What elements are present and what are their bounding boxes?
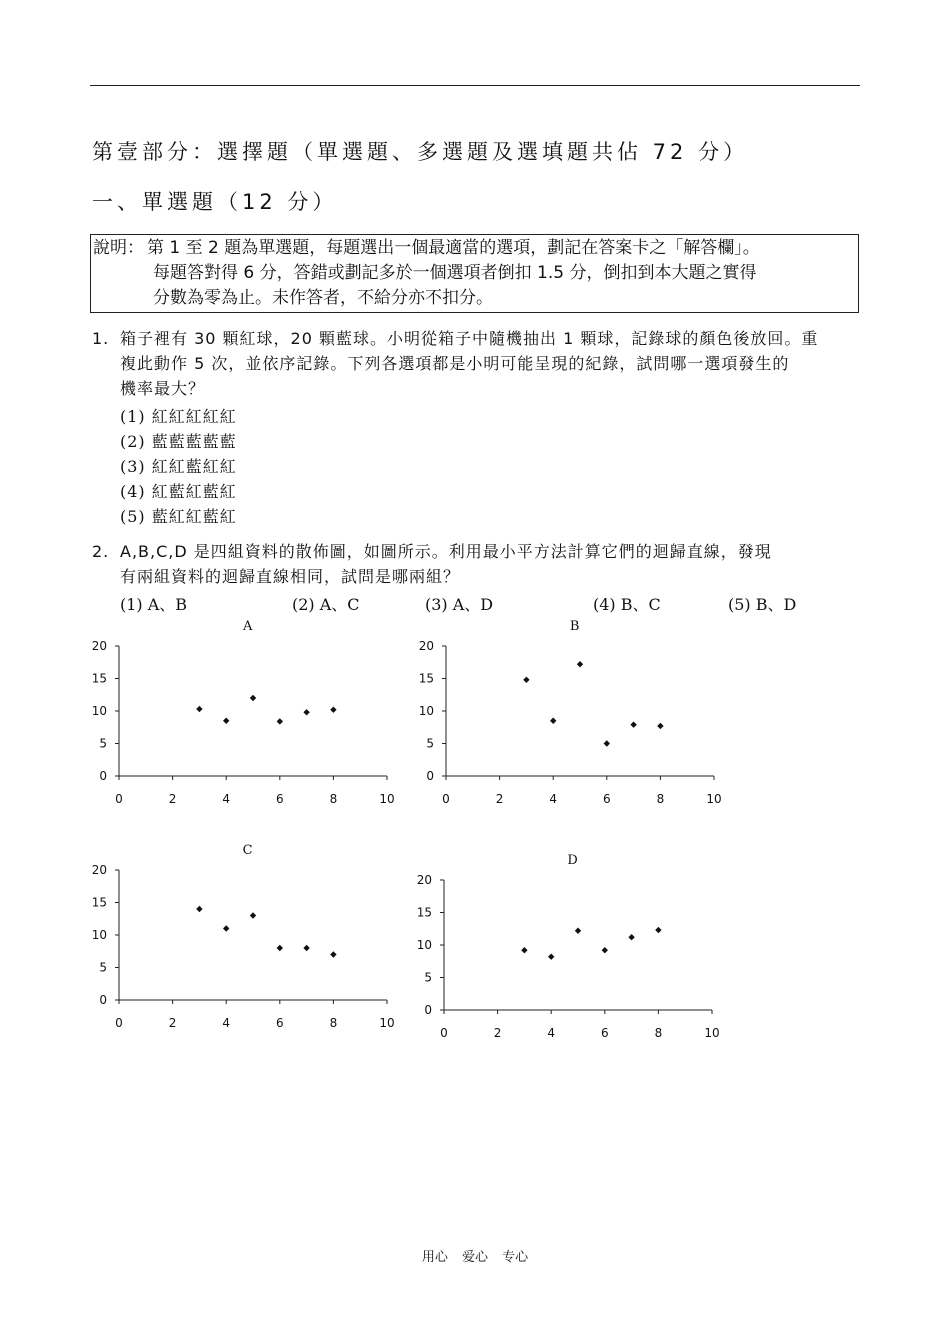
x-tick-label: 2 (168, 792, 177, 806)
x-tick-label: 4 (549, 792, 558, 806)
data-point (630, 721, 636, 727)
x-tick-label: 0 (440, 1026, 448, 1040)
q1-option-3: (3) 紅紅藍紅紅 (120, 457, 237, 476)
data-point (330, 707, 336, 713)
y-tick-label: 20 (91, 639, 107, 653)
x-tick-label: 6 (275, 792, 284, 806)
x-tick-label: 2 (168, 1016, 177, 1030)
scatter-chart-d (410, 846, 720, 1046)
data-point (223, 925, 229, 931)
data-point (548, 954, 554, 960)
x-tick-label: 10 (379, 792, 395, 806)
x-tick-label: 0 (115, 1016, 123, 1030)
y-tick-label: 20 (416, 873, 432, 887)
chart-title: C (242, 843, 253, 858)
q2-option-2: (2) A、C (292, 595, 360, 614)
q1-option-2: (2) 藍藍藍藍藍 (120, 432, 237, 451)
x-tick-label: 6 (600, 1026, 609, 1040)
instructions-line-3: 分數為零為止。未作答者，不給分亦不扣分。 (153, 288, 493, 308)
y-tick-label: 0 (426, 769, 434, 783)
x-tick-label: 2 (495, 792, 504, 806)
data-point (196, 906, 202, 912)
q1-line-1: 箱子裡有 30 顆紅球，20 顆藍球。小明從箱子中隨機抽出 1 顆球，記錄球的顏色後放回。重 (120, 329, 819, 348)
y-tick-label: 0 (424, 1003, 432, 1017)
data-point (330, 951, 336, 957)
data-point (550, 718, 556, 724)
q1-line-3: 機率最大？ (120, 379, 206, 398)
q1-number: 1. (92, 329, 110, 348)
y-tick-label: 10 (418, 704, 434, 718)
x-tick-label: 10 (706, 792, 722, 806)
q1-option-1: (1) 紅紅紅紅紅 (120, 407, 237, 426)
q2-line-1: A,B,C,D 是四組資料的散佈圖，如圖所示。利用最小平方法計算它們的迴歸直線，發現 (120, 542, 772, 561)
x-tick-label: 4 (222, 1016, 231, 1030)
scatter-chart-b (412, 612, 722, 812)
data-point (277, 945, 283, 951)
y-tick-label: 15 (91, 671, 107, 686)
scatter-chart-a (85, 612, 395, 812)
x-tick-label: 8 (329, 1016, 338, 1030)
data-point (628, 934, 634, 940)
data-point (521, 947, 527, 953)
x-tick-label: 6 (275, 1016, 284, 1030)
data-point (575, 928, 581, 934)
data-point (602, 947, 608, 953)
data-point (277, 718, 283, 724)
data-point (250, 695, 256, 701)
chart-title: D (567, 853, 578, 868)
header-rule (90, 85, 860, 86)
data-point (196, 706, 202, 712)
instructions-line-1: 第 1 至 2 題為單選題，每題選出一個最適當的選項，劃記在答案卡之「解答欄」。 (147, 238, 760, 258)
x-tick-label: 8 (329, 792, 338, 806)
scatter-chart-c (85, 836, 395, 1036)
y-tick-label: 20 (418, 639, 434, 653)
data-point (657, 723, 663, 729)
y-tick-label: 5 (99, 736, 107, 751)
data-point (303, 945, 309, 951)
data-point (223, 718, 229, 724)
q1-line-2: 複此動作 5 次，並依序記錄。下列各選項都是小明可能呈現的紀錄，試問哪一選項發生的 (120, 354, 790, 373)
x-tick-label: 4 (547, 1026, 556, 1040)
x-tick-label: 10 (379, 1016, 395, 1030)
footer-text-1: 用心 (421, 1250, 448, 1265)
section-title: 一、單選題（12 分） (92, 190, 338, 214)
q1-option-5: (5) 藍紅紅藍紅 (120, 507, 237, 526)
y-tick-label: 15 (418, 671, 434, 686)
x-tick-label: 2 (493, 1026, 502, 1040)
data-point (655, 927, 661, 933)
chart-title: B (569, 619, 580, 634)
y-tick-label: 0 (99, 993, 107, 1007)
data-point (577, 661, 583, 667)
footer-text-3: 专心 (502, 1250, 529, 1265)
x-tick-label: 0 (442, 792, 450, 806)
q2-option-5: (5) B、D (728, 595, 797, 614)
x-tick-label: 10 (704, 1026, 720, 1040)
y-tick-label: 0 (99, 769, 107, 783)
y-tick-label: 5 (426, 736, 434, 751)
y-tick-label: 15 (91, 895, 107, 910)
instructions-box (90, 234, 859, 313)
y-tick-label: 10 (91, 928, 107, 942)
q2-line-2: 有兩組資料的迴歸直線相同，試問是哪兩組？ (120, 567, 461, 586)
y-tick-label: 10 (91, 704, 107, 718)
q2-option-3: (3) A、D (425, 595, 494, 614)
data-point (604, 740, 610, 746)
data-point (523, 677, 529, 683)
y-tick-label: 5 (424, 970, 432, 985)
data-point (250, 912, 256, 918)
x-tick-label: 8 (654, 1026, 663, 1040)
data-point (303, 709, 309, 715)
part-title: 第壹部分：選擇題（單選題、多選題及選填題共佔 72 分） (92, 140, 749, 164)
q1-option-4: (4) 紅藍紅藍紅 (120, 482, 237, 501)
q2-option-1: (1) A、B (120, 595, 188, 614)
y-tick-label: 20 (91, 863, 107, 877)
x-tick-label: 8 (656, 792, 665, 806)
q2-option-4: (4) B、C (593, 595, 661, 614)
y-tick-label: 10 (416, 938, 432, 952)
chart-title: A (242, 619, 253, 634)
instructions-line-2: 每題答對得 6 分，答錯或劃記多於一個選項者倒扣 1.5 分，倒扣到本大題之實得 (153, 263, 757, 283)
y-tick-label: 15 (416, 905, 432, 920)
x-tick-label: 4 (222, 792, 231, 806)
instructions-label: 說明： (93, 238, 144, 258)
q2-number: 2. (92, 542, 110, 561)
footer (0, 1246, 950, 1265)
y-tick-label: 5 (99, 960, 107, 975)
footer-text-2: 爱心 (461, 1250, 488, 1265)
x-tick-label: 0 (115, 792, 123, 806)
x-tick-label: 6 (602, 792, 611, 806)
